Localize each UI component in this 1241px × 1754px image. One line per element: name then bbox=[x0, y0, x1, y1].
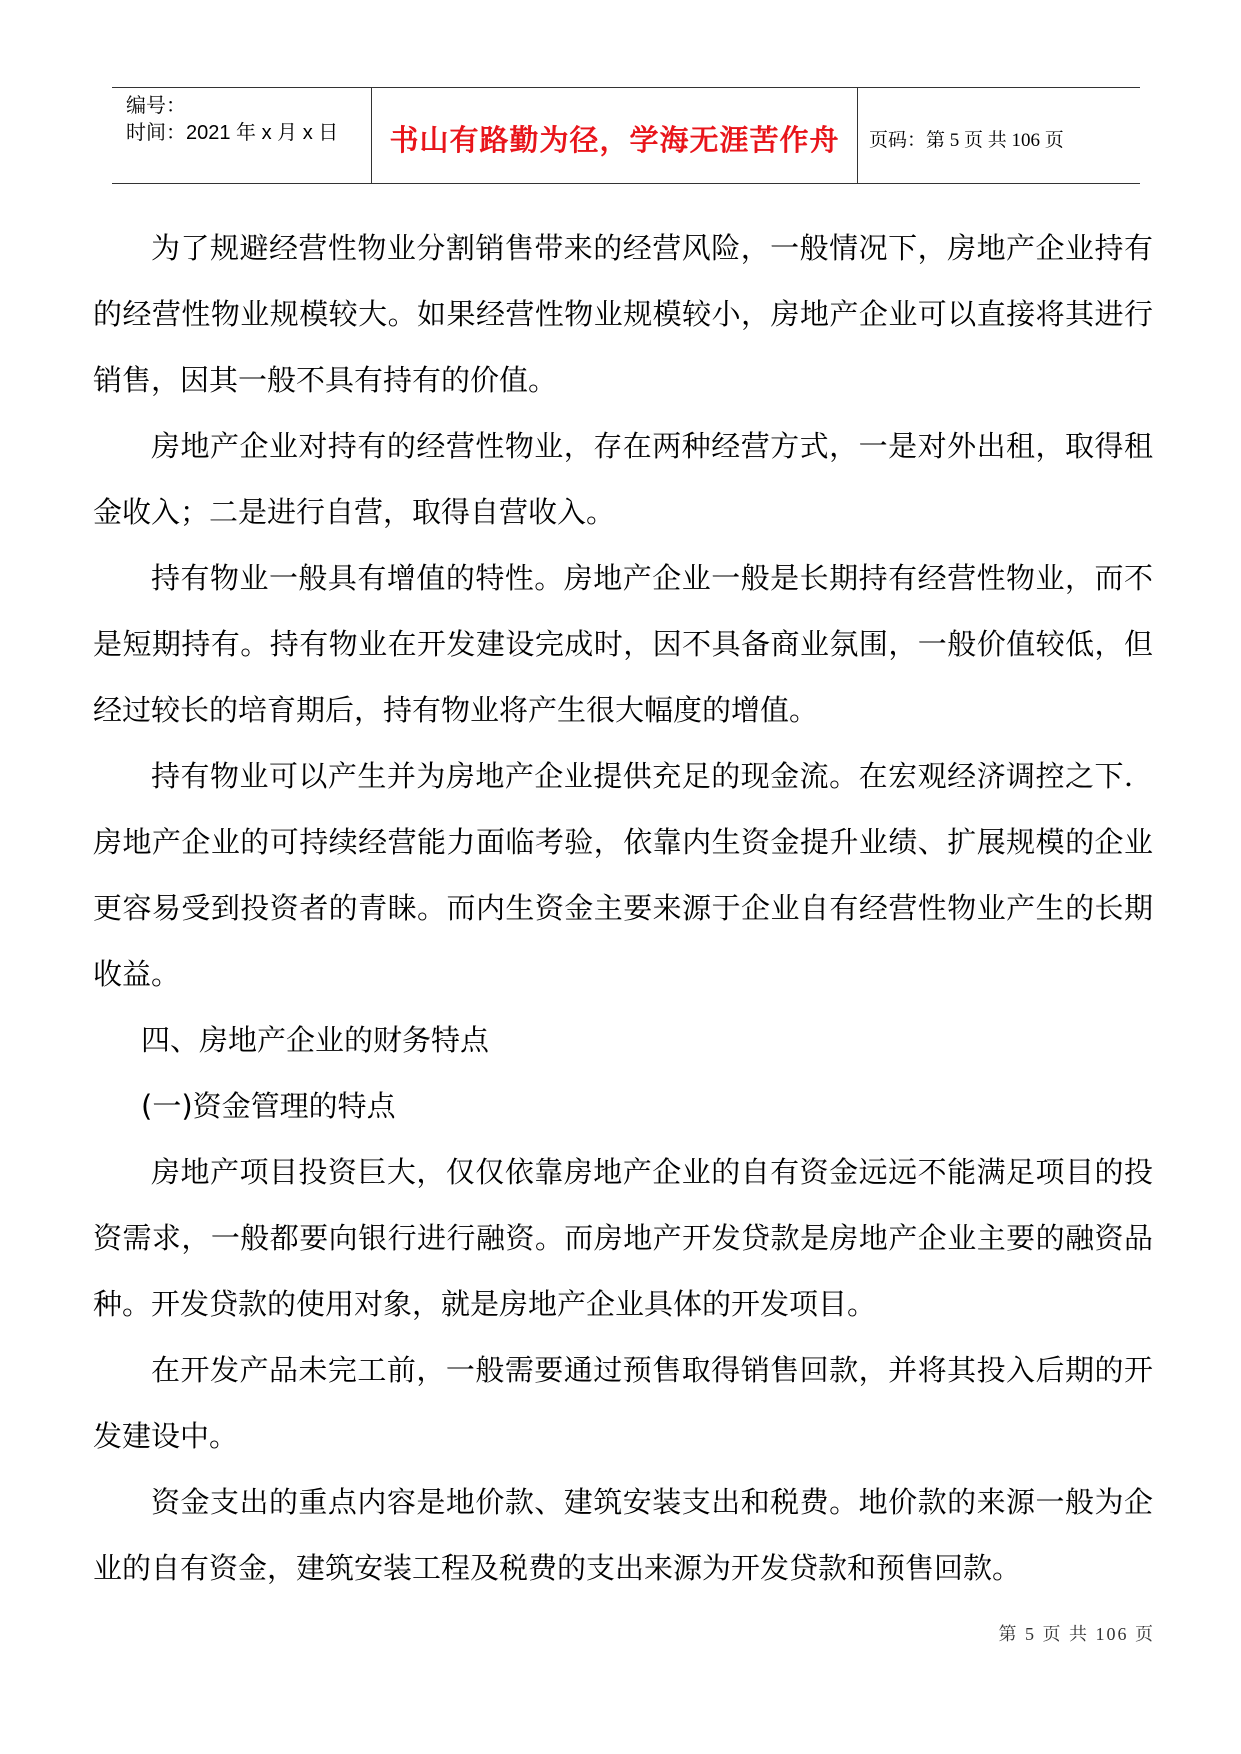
body-paragraph-4: 持有物业可以产生并为房地产企业提供充足的现金流。在宏观经济调控之下．房地产企业的可持续经营能力面临考验，依靠内生资金提升业绩、扩展规模的企业更容易受到投资者的青睐。而内生资金主要来源于企业自有经营性物业产生的长期收益。 bbox=[93, 759, 1153, 991]
body-paragraph-7: 资金支出的重点内容是地价款、建筑安装支出和税费。地价款的来源一般为企业的自有资金，建筑安装工程及税费的支出来源为开发贷款和预售回款。 bbox=[93, 1485, 1153, 1585]
section-heading: 四、房地产企业的财务特点 bbox=[141, 1023, 490, 1057]
body-paragraph-6: 在开发产品未完工前，一般需要通过预售取得销售回款，并将其投入后期的开发建设中。 bbox=[93, 1353, 1153, 1453]
document-body bbox=[93, 215, 1153, 1601]
page-header bbox=[112, 87, 1140, 184]
document-time-label: 时间：2021 年 x 月 x 日 bbox=[126, 122, 339, 144]
body-paragraph-3: 持有物业一般具有增值的特性。房地产企业一般是长期持有经营性物业，而不是短期持有。持有物业在开发建设完成时，因不具备商业氛围，一般价值较低，但经过较长的培育期后，持有物业将产生很大幅度的增值。 bbox=[93, 561, 1153, 727]
header-divider-right bbox=[857, 88, 858, 183]
document-number-label: 编号： bbox=[126, 95, 186, 117]
body-paragraph-2: 房地产企业对持有的经营性物业，存在两种经营方式，一是对外出租，取得租金收入；二是进行自营，取得自营收入。 bbox=[93, 429, 1153, 529]
header-page-code: 页码：第 5 页 共 106 页 bbox=[869, 130, 1064, 151]
header-motto: 书山有路勤为径，学海无涯苦作舟 bbox=[389, 123, 840, 157]
header-meta bbox=[126, 93, 338, 147]
page-footer: 第 5 页 共 106 页 bbox=[998, 1624, 1155, 1644]
body-paragraph-1: 为了规避经营性物业分割销售带来的经营风险，一般情况下，房地产企业持有的经营性物业规模较大。如果经营性物业规模较小，房地产企业可以直接将其进行销售，因其一般不具有持有的价值。 bbox=[93, 231, 1153, 397]
subsection-heading: (一)资金管理的特点 bbox=[141, 1089, 396, 1123]
body-paragraph-5: 房地产项目投资巨大，仅仅依靠房地产企业的自有资金远远不能满足项目的投资需求，一般都要向银行进行融资。而房地产开发贷款是房地产企业主要的融资品种。开发贷款的使用对象，就是房地产企业具体的开发项目。 bbox=[93, 1155, 1153, 1321]
